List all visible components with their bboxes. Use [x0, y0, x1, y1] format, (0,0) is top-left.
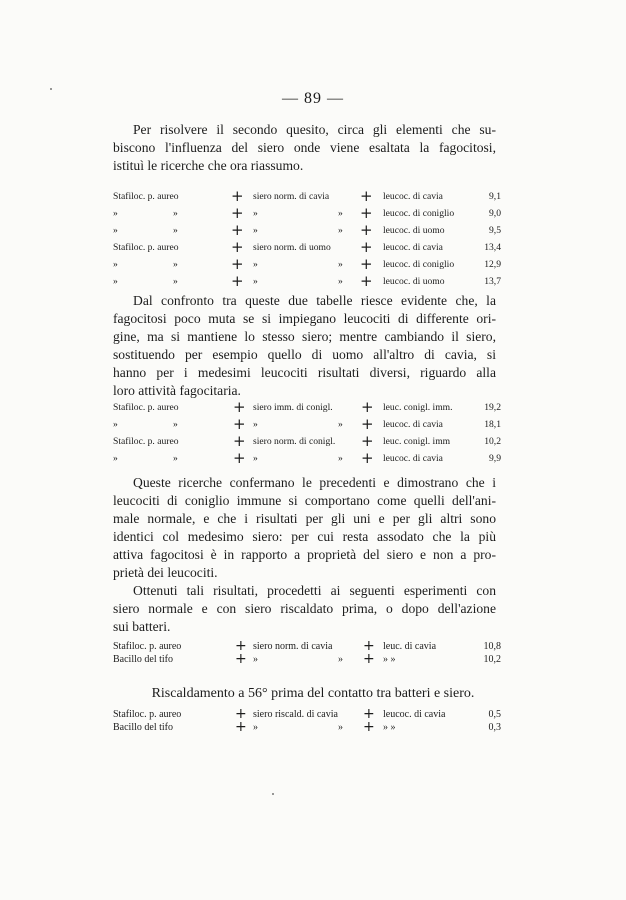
table-row: [113, 239, 501, 256]
plus-sign: +: [233, 432, 246, 450]
cell-ditto: »: [338, 722, 343, 733]
table-row: [113, 653, 501, 666]
plus-sign: +: [235, 651, 247, 667]
plus-sign: +: [361, 398, 374, 416]
cell-value: 13,7: [484, 276, 501, 287]
table-row: [113, 256, 501, 273]
table-row: [113, 416, 501, 433]
cell-leucocytes: leucoc. di cavia: [383, 453, 443, 464]
cell-serum: »: [253, 225, 258, 236]
cell-organism: Stafiloc. p. aureo: [113, 191, 179, 202]
text-line: hanno per i medesimi leucociti risultati diversi, riguardo alla: [113, 365, 496, 380]
plus-sign: +: [361, 415, 374, 433]
table-2: [113, 399, 501, 467]
plus-sign: +: [360, 221, 373, 239]
cell-leucocytes: leucoc. di cavia: [383, 419, 443, 430]
cell-organism: »: [113, 225, 118, 236]
cell-leucocytes: » »: [383, 654, 396, 665]
cell-organism: Stafiloc. p. aureo: [113, 709, 182, 720]
table-row: [113, 205, 501, 222]
cell-organism: »: [113, 419, 118, 430]
table-4: [113, 640, 501, 666]
cell-value: 9,0: [489, 208, 501, 219]
cell-value: 9,9: [489, 453, 501, 464]
cell-serum: »: [253, 453, 258, 464]
text-line: identici col medesimo siero: per cui resta assodato che la più: [113, 529, 496, 544]
cell-serum: siero imm. di conigl.: [253, 402, 333, 413]
cell-organism: Stafiloc. p. aureo: [113, 436, 179, 447]
paragraph-1: [113, 121, 496, 175]
cell-leucocytes: leuc. di cavia: [383, 641, 437, 652]
cell-ditto: »: [173, 453, 178, 464]
cell-organism: Bacillo del tifo: [113, 654, 173, 665]
plus-sign: +: [233, 398, 246, 416]
cell-leucocytes: leucoc. di cavia: [383, 709, 446, 720]
plus-sign: +: [231, 187, 244, 205]
cell-organism: »: [113, 453, 118, 464]
text-line: siero normale e con siero riscaldato prima, o dopo dell'azione: [113, 601, 496, 616]
plus-sign: +: [231, 272, 244, 290]
cell-organism: Stafiloc. p. aureo: [113, 641, 182, 652]
table-row: [113, 433, 501, 450]
plus-sign: +: [231, 238, 244, 256]
text-line: gine, ma si mantiene lo stesso siero; mentre cambiando il siero,: [113, 329, 496, 344]
plus-sign: +: [235, 719, 247, 735]
paper-speck: [50, 88, 52, 90]
plus-sign: +: [233, 415, 246, 433]
section-heading: Riscaldamento a 56° prima del contatto tra batteri e siero.: [151, 686, 475, 701]
plus-sign: +: [235, 638, 247, 654]
plus-sign: +: [231, 221, 244, 239]
table-row: [113, 273, 501, 290]
text-line: biscono l'influenza del siero onde viene esaltata la fagocitosi,: [113, 140, 496, 155]
plus-sign: +: [360, 238, 373, 256]
cell-organism: »: [113, 276, 118, 287]
cell-serum: siero norm. di cavia: [253, 191, 330, 202]
text-line: sui batteri.: [113, 619, 171, 634]
text-line: Ottenuti tali risultati, procedetti ai seguenti esperimenti con: [133, 583, 496, 598]
plus-sign: +: [231, 204, 244, 222]
plus-sign: +: [360, 255, 373, 273]
cell-serum: siero norm. di conigl.: [253, 436, 336, 447]
text-line: prietà dei leucociti.: [113, 565, 218, 580]
paragraph-2: [113, 292, 496, 400]
paragraph-4: [113, 582, 496, 636]
table-1: [113, 188, 501, 290]
cell-leucocytes: leucoc. di coniglio: [383, 208, 455, 219]
cell-value: 18,1: [484, 419, 501, 430]
cell-organism: Bacillo del tifo: [113, 722, 173, 733]
text-line: Per risolvere il secondo quesito, circa gli elementi che su-: [133, 122, 496, 137]
table-row: [113, 450, 501, 467]
cell-serum: »: [253, 259, 258, 270]
page-number: — 89 —: [282, 90, 344, 107]
plus-sign: +: [231, 255, 244, 273]
cell-serum: »: [253, 654, 258, 665]
table-row: [113, 708, 501, 721]
plus-sign: +: [360, 204, 373, 222]
cell-leucocytes: leucoc. di uomo: [383, 225, 445, 236]
cell-leucocytes: leuc. conigl. imm.: [383, 402, 453, 413]
cell-leucocytes: leuc. conigl. imm: [383, 436, 451, 447]
cell-serum: siero norm. di uomo: [253, 242, 331, 253]
cell-organism: »: [113, 208, 118, 219]
plus-sign: +: [363, 651, 375, 667]
cell-leucocytes: leucoc. di cavia: [383, 191, 443, 202]
plus-sign: +: [360, 187, 373, 205]
cell-ditto: »: [338, 225, 343, 236]
text-line: attiva fagocitosi è in rapporto a proprietà del siero e non a pro-: [113, 547, 496, 562]
text-line: sostituendo per esempio quello di uomo all'altro di cavia, si: [113, 347, 496, 362]
table-row: [113, 222, 501, 239]
cell-value: 10,2: [484, 436, 501, 447]
cell-ditto: »: [173, 276, 178, 287]
cell-ditto: »: [338, 453, 343, 464]
cell-organism: Stafiloc. p. aureo: [113, 242, 179, 253]
plus-sign: +: [235, 706, 247, 722]
cell-organism: Stafiloc. p. aureo: [113, 402, 179, 413]
table-row: [113, 399, 501, 416]
plus-sign: +: [361, 432, 374, 450]
cell-serum: »: [253, 208, 258, 219]
cell-value: 10,8: [483, 641, 501, 652]
cell-ditto: »: [173, 259, 178, 270]
cell-ditto: »: [338, 276, 343, 287]
plus-sign: +: [363, 706, 375, 722]
paragraph-3: [113, 474, 496, 582]
cell-serum: siero norm. di cavia: [253, 641, 333, 652]
cell-value: 9,1: [489, 191, 501, 202]
plus-sign: +: [233, 449, 246, 467]
cell-leucocytes: leucoc. di coniglio: [383, 259, 455, 270]
table-row: [113, 721, 501, 734]
cell-value: 10,2: [483, 654, 501, 665]
cell-serum: »: [253, 276, 258, 287]
text-line: istituì le ricerche che ora riassumo.: [113, 158, 304, 173]
cell-organism: »: [113, 259, 118, 270]
text-line: loro attività fagocitaria.: [113, 383, 241, 398]
cell-value: 0,5: [488, 709, 501, 720]
text-line: fagocitosi poco muta se si impiegano leucociti di differente ori-: [113, 311, 496, 326]
cell-value: 19,2: [484, 402, 501, 413]
cell-ditto: »: [338, 654, 343, 665]
cell-serum: »: [253, 419, 258, 430]
cell-ditto: »: [173, 419, 178, 430]
cell-value: 13,4: [484, 242, 501, 253]
cell-leucocytes: » »: [383, 722, 396, 733]
cell-serum: siero riscald. di cavia: [253, 709, 338, 720]
cell-value: 0,3: [488, 722, 501, 733]
text-line: Queste ricerche confermano le precedenti e dimostrano che i: [133, 475, 496, 490]
text-line: leucociti di coniglio immune si comportano come quelli dell'ani-: [113, 493, 496, 508]
cell-ditto: »: [338, 259, 343, 270]
cell-ditto: »: [338, 208, 343, 219]
table-row: [113, 188, 501, 205]
cell-ditto: »: [173, 208, 178, 219]
text-line: male normale, e che i risultati per gli uni e per gli altri sono: [113, 511, 496, 526]
text-line: Dal confronto tra queste due tabelle riesce evidente che, la: [133, 293, 496, 308]
plus-sign: +: [360, 272, 373, 290]
plus-sign: +: [361, 449, 374, 467]
cell-serum: »: [253, 722, 258, 733]
table-row: [113, 640, 501, 653]
cell-leucocytes: leucoc. di cavia: [383, 242, 443, 253]
table-5: [113, 708, 501, 734]
cell-leucocytes: leucoc. di uomo: [383, 276, 445, 287]
cell-value: 9,5: [489, 225, 501, 236]
cell-ditto: »: [173, 225, 178, 236]
plus-sign: +: [363, 638, 375, 654]
plus-sign: +: [363, 719, 375, 735]
paper-speck: [272, 793, 274, 795]
cell-value: 12,9: [484, 259, 501, 270]
cell-ditto: »: [338, 419, 343, 430]
